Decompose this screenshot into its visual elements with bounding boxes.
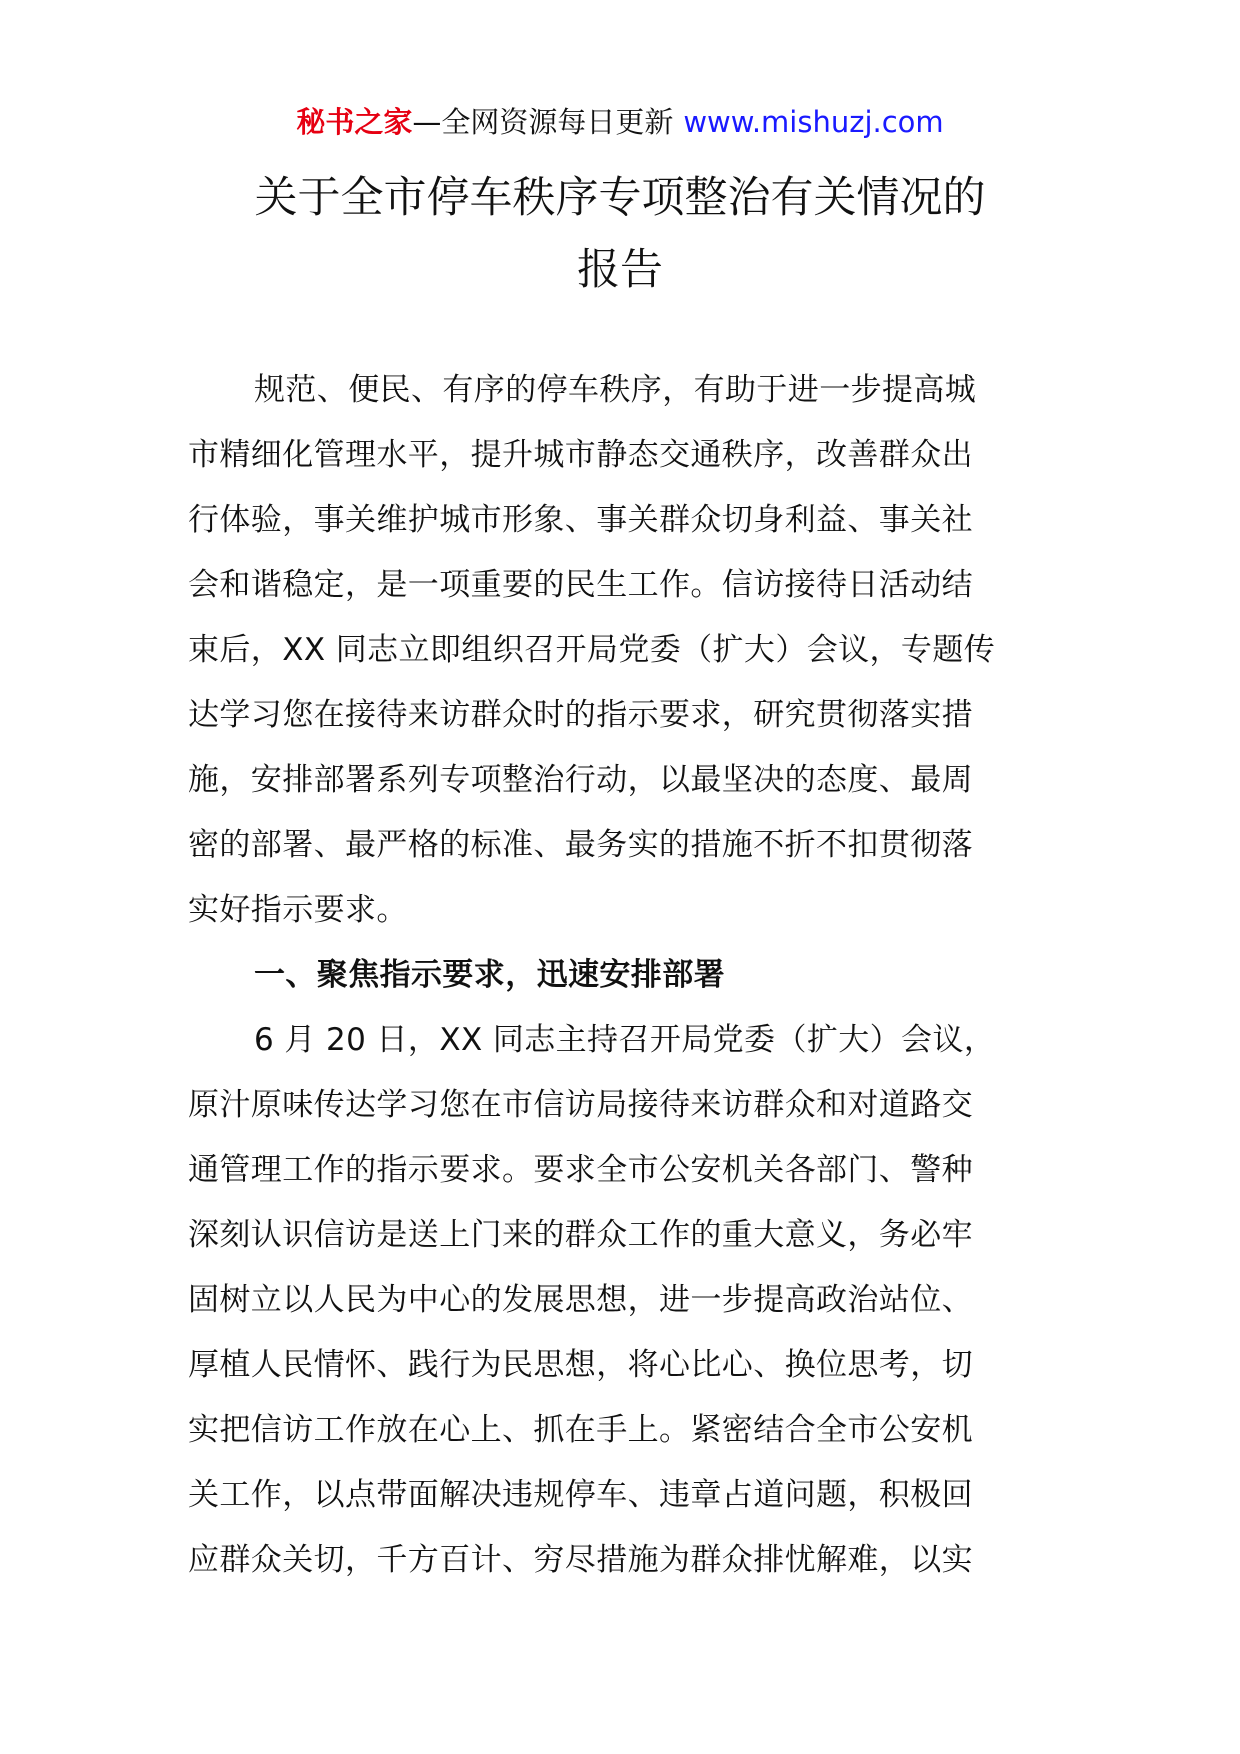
paragraph-2-line: 原汁原味传达学习您在市信访局接待来访群众和对道路交: [188, 1087, 973, 1123]
paragraph-1-line: 市精细化管理水平，提升城市静态交通秩序，改善群众出: [188, 437, 973, 473]
paragraph-1-line: 会和谐稳定，是一项重要的民生工作。信访接待日活动结: [188, 567, 973, 603]
site-header: [0, 102, 1240, 142]
paragraph-2-line: 应群众关切，千方百计、穷尽措施为群众排忧解难，以实: [188, 1542, 973, 1578]
paragraph-1-line: 密的部署、最严格的标准、最务实的措施不折不扣贯彻落: [188, 827, 973, 863]
paragraph-2-line: 关工作，以点带面解决违规停车、违章占道问题，积极回: [188, 1477, 973, 1513]
site-url-link[interactable]: www.mishuzj.com: [683, 105, 944, 139]
paragraph-1-line: 行体验，事关维护城市形象、事关群众切身利益、事关社: [188, 502, 973, 538]
paragraph-1-line: 实好指示要求。: [188, 892, 408, 928]
paragraph-2-line: 通管理工作的指示要求。要求全市公安机关各部门、警种: [188, 1152, 973, 1188]
section-heading: 一、聚焦指示要求，迅速安排部署: [254, 957, 725, 993]
paragraph-1-line: 施，安排部署系列专项整治行动，以最坚决的态度、最周: [188, 762, 973, 798]
document-body: [188, 358, 1052, 1593]
title-line-2: 报告: [577, 245, 663, 295]
paragraph-2-line: 深刻认识信访是送上门来的群众工作的重大意义，务必牢: [188, 1217, 973, 1253]
paragraph-2-line: 固树立以人民为中心的发展思想，进一步提高政治站位、: [188, 1282, 973, 1318]
site-brand: 秘书之家: [296, 105, 413, 139]
paragraph-1-line: 规范、便民、有序的停车秩序，有助于进一步提高城: [254, 372, 977, 408]
paragraph-1-line: 束后，XX 同志立即组织召开局党委（扩大）会议，专题传: [188, 632, 996, 668]
document-title: [190, 162, 1050, 306]
paragraph-1-line: 达学习您在接待来访群众时的指示要求，研究贯彻落实措: [188, 697, 973, 733]
paragraph-2-line: 6 月 20 日，XX 同志主持召开局党委（扩大）会议，: [254, 1022, 996, 1058]
site-tagline: —全网资源每日更新: [412, 105, 674, 139]
title-line-1: 关于全市停车秩序专项整治有关情况的: [254, 173, 986, 223]
paragraph-2-line: 实把信访工作放在心上、抓在手上。紧密结合全市公安机: [188, 1412, 973, 1448]
paragraph-2-line: 厚植人民情怀、践行为民思想，将心比心、换位思考，切: [188, 1347, 973, 1383]
